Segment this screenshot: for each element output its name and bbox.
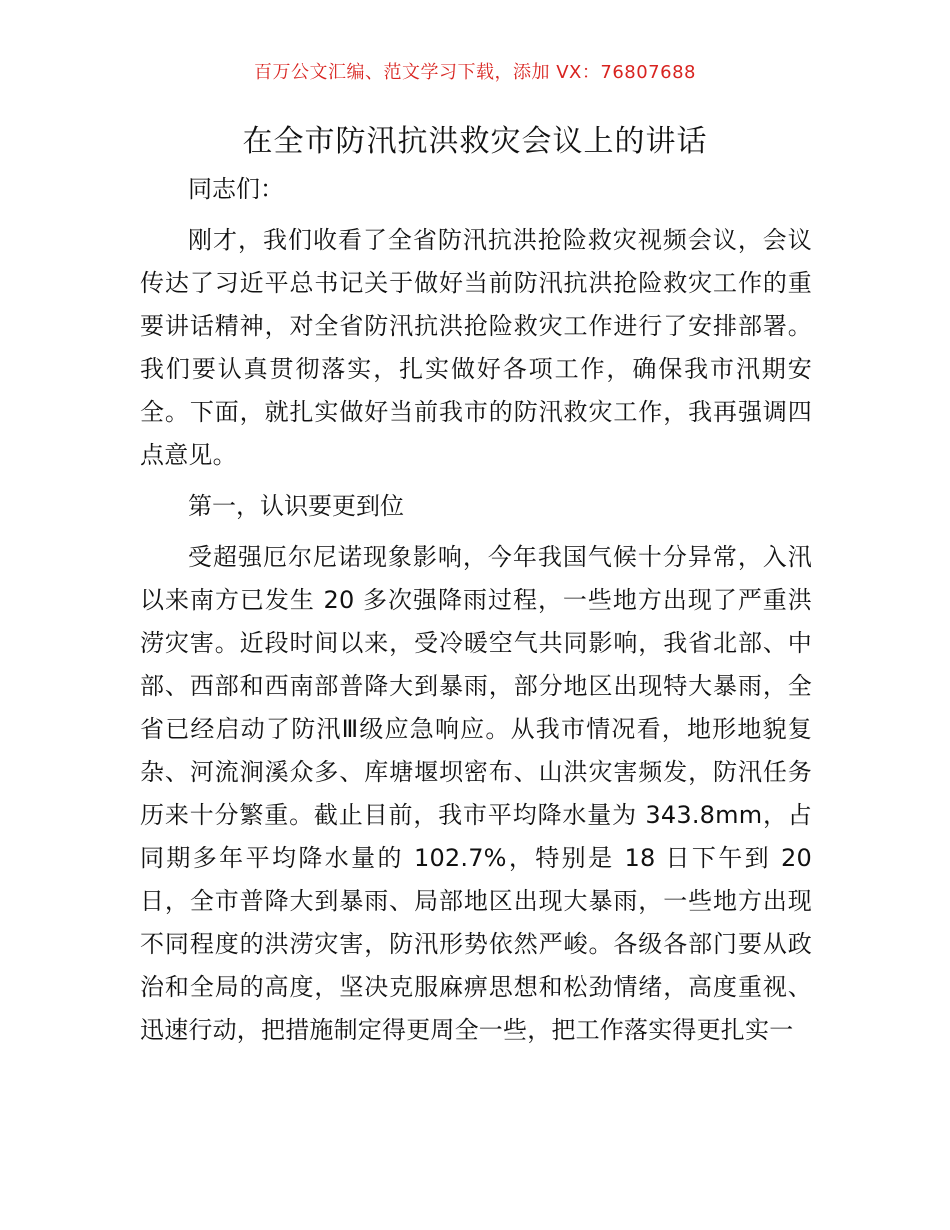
- salutation: 同志们：: [188, 175, 284, 203]
- section-heading-first: 第一，认识要更到位: [188, 492, 404, 520]
- document-title: 在全市防汛抗洪救灾会议上的讲话: [242, 124, 708, 159]
- document-body: [140, 168, 812, 1060]
- paragraph-awareness: 受超强厄尔尼诺现象影响，今年我国气候十分异常，入汛以来南方已发生 20 多次强降雨过程，一些地方出现了严重洪涝灾害。近段时间以来，受冷暖空气共同影响，我省北部、中部、西部和西南部普降大到暴雨，部分地区出现特大暴雨，全省已经启动了防汛Ⅲ级应急响应。从我市情况看，地形地貌复杂、河流涧溪众多、库塘堰坝密布、山洪灾害频发，防汛任务历来十分繁重。截止目前，我市平均降水量为 343.8mm，占同期多年平均降水量的 102.7%，特别是 18 日下午到 20 日，全市普降大到暴雨、局部地区出现大暴雨，一些地方出现不同程度的洪涝灾害，防汛形势依然严峻。各级各部门要从政治和全局的高度，坚决克服麻痹思想和松劲情绪，高度重视、迅速行动，把措施制定得更周全一些，把工作落实得更扎实一: [140, 543, 812, 1044]
- watermark-banner: 百万公文汇编、范文学习下载，添加 VX：76807688: [254, 62, 696, 83]
- paragraph-intro: 刚才，我们收看了全省防汛抗洪抢险救灾视频会议，会议传达了习近平总书记关于做好当前防汛抗洪抢险救灾工作的重要讲话精神，对全省防汛抗洪抢险救灾工作进行了安排部署。我们要认真贯彻落实，扎实做好各项工作，确保我市汛期安全。下面，就扎实做好当前我市的防汛救灾工作，我再强调四点意见。: [140, 226, 812, 469]
